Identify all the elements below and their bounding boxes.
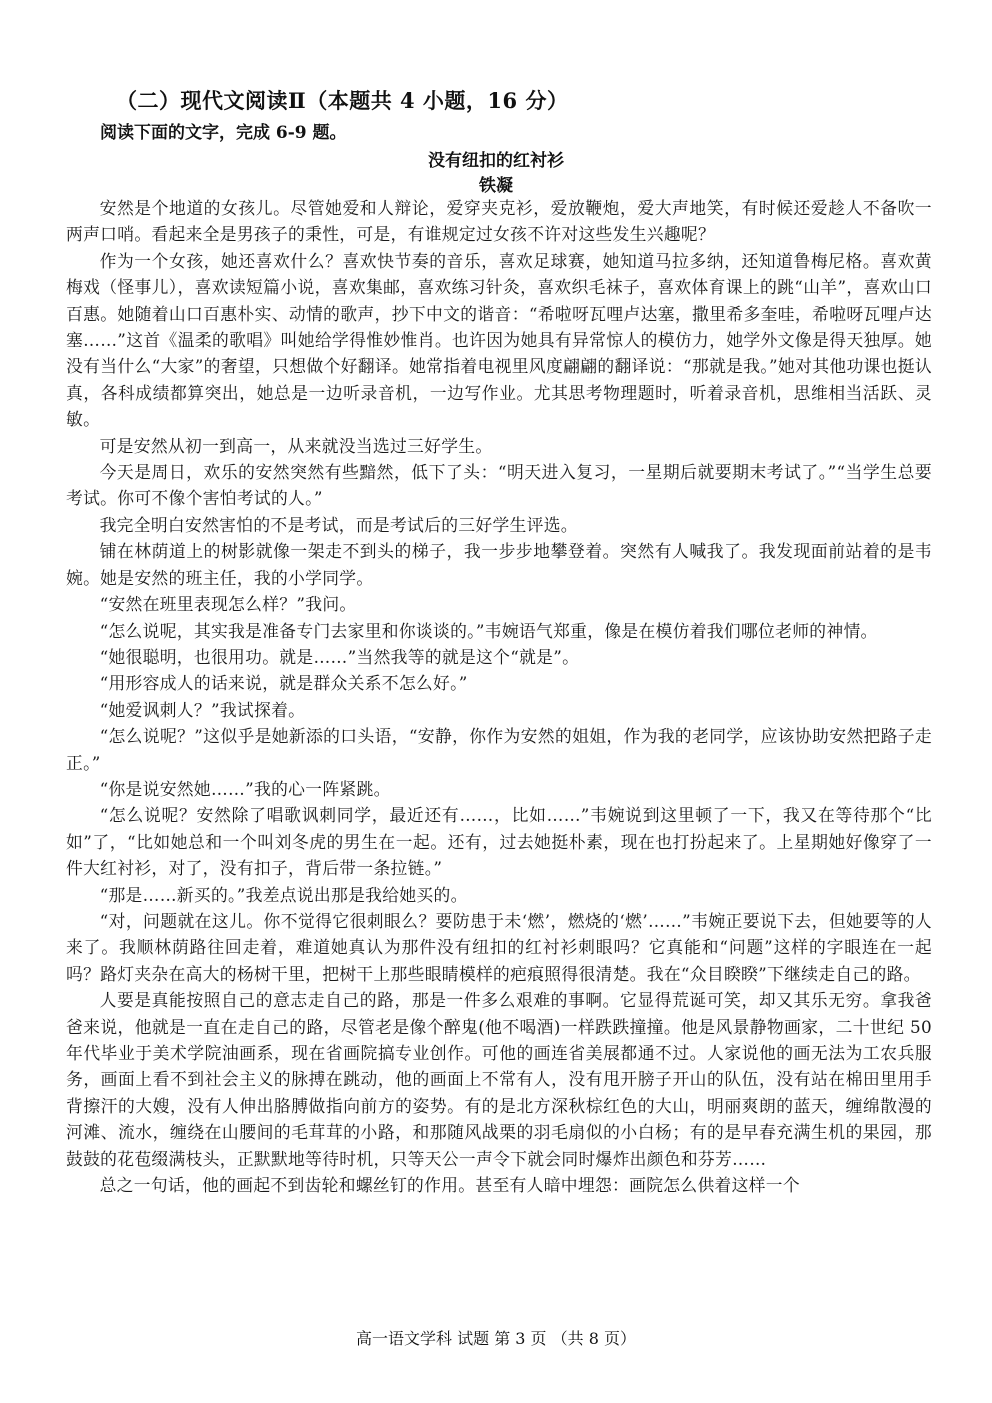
paragraph: “她爱讽刺人？”我试探着。 [99,699,306,720]
section-title: （二）现代文阅读Ⅱ（本题共 4 小题，16 分） [116,88,569,113]
article-title: 没有纽扣的红衬衫 [428,151,564,171]
paragraph: “怎么说呢，其实我是准备专门去家里和你谈谈的。”韦婉语气郑重，像是在模仿着我们哪位老师的神情。 [99,620,878,641]
paragraph: 安然是个地道的女孩儿。尽管她爱和人辩论，爱穿夹克衫，爱放鞭炮，爱大声地笑，有时候还爱趁人不备吹一两声口哨。看起来全是男孩子的秉性，可是，有谁规定过女孩不许对这些发生兴趣呢？ [66,198,932,245]
paragraph: “你是说安然她……”我的心一阵紧跳。 [99,778,391,799]
page-footer: 高一语文学科 试题 第 3 页 （共 8 页） [356,1329,636,1348]
paragraph: “那是……新买的。”我差点说出那是我给她买的。 [99,884,468,905]
paragraph: 总之一句话，他的画起不到齿轮和螺丝钉的作用。甚至有人暗中埋怨：画院怎么供着这样一个 [99,1175,800,1196]
paragraph: 我完全明白安然害怕的不是考试，而是考试后的三好学生评选。 [99,514,578,535]
paragraph: “对，问题就在这儿。你不觉得它很刺眼么？要防患于未‘燃’，燃烧的‘燃’……”韦婉正要说下去，但她要等的人来了。我顺林荫路往回走着，难道她真认为那件没有纽扣的红衬衫刺眼吗？它真能和“问题”这样的字眼连在一起吗？路灯夹杂在高大的杨树干里，把树干上那些眼睛模样的疤痕照得很清楚。我在“众目睽睽”下继续走自己的路。 [66,910,932,984]
reading-instruction: 阅读下面的文字，完成 6-9 题。 [100,123,347,143]
paragraph: “用形容成人的话来说，就是群众关系不怎么好。” [99,673,468,694]
paragraph: 人要是真能按照自己的意志走自己的路，那是一件多么艰难的事啊。它显得荒诞可笑，却又其乐无穷。拿我爸爸来说，他就是一直在走自己的路，尽管老是像个醉鬼(他不喝酒)一样跌跌撞撞。他是风景静物画家，二十世纪 50 年代毕业于美术学院油画系，现在省画院搞专业创作。可他的画连省美展都通不过。人家说他的画无法为工农兵服务，画面上看不到社会主义的脉搏在跳动，他的画面上不常有人，没有甩开膀子开山的队伍，没有站在棉田里用手背擦汗的大嫂，没有人伸出胳膊做指向前方的姿势。有的是北方深秋棕红色的大山，明丽爽朗的蓝天，缠绵散漫的河滩、流水，缠绕在山腰间的毛茸茸的小路，和那随风战栗的羽毛扇似的小白杨；有的是早春充满生机的果园，那鼓鼓的花苞缀满枝头，正默默地等待时机，只等天公一声令下就会同时爆炸出颜色和芬芳…… [66,990,932,1169]
paragraph: “怎么说呢？”这似乎是她新添的口头语，“安静，你作为安然的姐姐，作为我的老同学，应该协助安然把路子走正。” [66,726,932,773]
paragraph: “她很聪明，也很用功。就是……”当然我等的就是这个“就是”。 [99,646,580,667]
paragraph: “怎么说呢？安然除了唱歌讽刺同学，最近还有……，比如……”韦婉说到这里顿了一下，我又在等待那个“比如”了，“比如她总和一个叫刘冬虎的男生在一起。还有，过去她挺朴素，现在也打扮起来了。上星期她好像穿了一件大红衬衫，对了，没有扣子，背后带一条拉链。” [66,805,932,879]
paragraph: 可是安然从初一到高一，从来就没当选过三好学生。 [99,435,493,456]
paragraph: 铺在林荫道上的树影就像一架走不到头的梯子，我一步步地攀登着。突然有人喊我了。我发现面前站着的是韦婉。她是安然的班主任，我的小学同学。 [66,541,932,588]
article-body [66,195,932,1305]
paragraph: “安然在班里表现怎么样？”我问。 [99,594,357,615]
article-author: 铁凝 [479,176,513,196]
paragraph: 今天是周日，欢乐的安然突然有些黯然，低下了头：“明天进入复习，一星期后就要期末考试了。”“当学生总要考试。你可不像个害怕考试的人。” [66,462,932,509]
paragraph: 作为一个女孩，她还喜欢什么？喜欢快节奏的音乐，喜欢足球赛，她知道马拉多纳，还知道鲁梅尼格。喜欢黄梅戏（怪事儿），喜欢读短篇小说，喜欢集邮，喜欢练习针灸，喜欢织毛袜子，喜欢体育课上的跳“山羊”，喜欢山口百惠。她随着山口百惠朴实、动情的歌声，抄下中文的谐音：“希啦呀瓦哩卢达塞，撒里希多奎哇，希啦呀瓦哩卢达塞……”这首《温柔的歌唱》叫她给学得惟妙惟肖。也许因为她具有异常惊人的模仿力，她学外文像是得天独厚。她没有当什么“大家”的奢望，只想做个好翻译。她常指着电视里风度翩翩的翻译说：“那就是我。”她对其他功课也挺认真，各科成绩都算突出，她总是一边听录音机，一边写作业。尤其思考物理题时，听着录音机，思维相当活跃、灵敏。 [66,250,932,430]
